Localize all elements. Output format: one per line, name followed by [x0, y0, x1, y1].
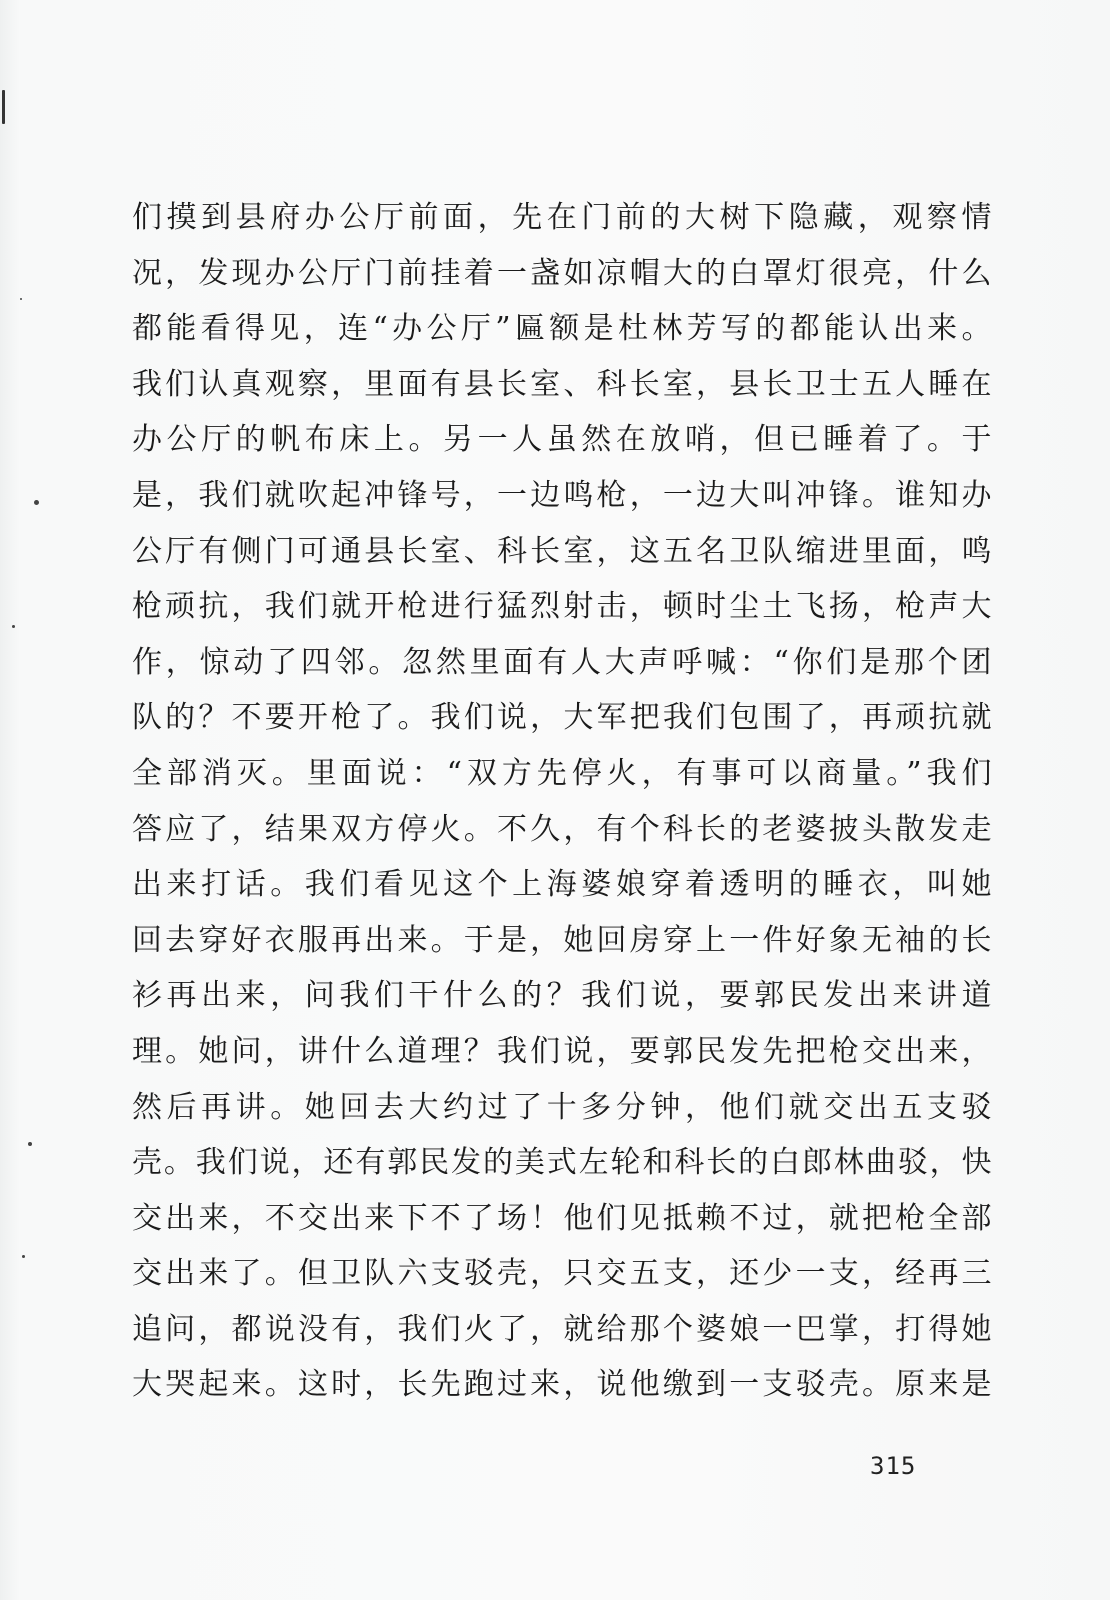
text-line: 都能看得见，连“办公厅”匾额是杜林芳写的都能认出来。 — [132, 311, 992, 347]
text-line: 我们认真观察，里面有县长室、科长室，县长卫士五人睡在 — [132, 366, 992, 402]
text-line: 交出来，不交出来下不了场！他们见抵赖不过，就把枪全部 — [132, 1200, 992, 1236]
text-line: 答应了，结果双方停火。不久，有个科长的老婆披头散发走 — [132, 811, 992, 847]
scan-speck — [22, 1255, 25, 1258]
body-text — [132, 190, 992, 1413]
text-line: 作，惊动了四邻。忽然里面有人大声呼喊：“你们是那个团 — [132, 644, 992, 680]
text-line: 衫再出来，问我们干什么的？我们说，要郭民发出来讲道 — [132, 978, 992, 1014]
text-line: 队的？不要开枪了。我们说，大军把我们包围了，再顽抗就 — [132, 700, 992, 736]
text-line: 交出来了。但卫队六支驳壳，只交五支，还少一支，经再三 — [132, 1256, 992, 1292]
page-number: 315 — [870, 1452, 917, 1480]
scan-speck — [2, 90, 5, 124]
text-line: 办公厅的帆布床上。另一人虽然在放哨，但已睡着了。于 — [132, 422, 992, 458]
text-line: 然后再讲。她回去大约过了十多分钟，他们就交出五支驳 — [132, 1089, 992, 1125]
text-line: 回去穿好衣服再出来。于是，她回房穿上一件好象无袖的长 — [132, 922, 992, 958]
text-line: 理。她问，讲什么道理？我们说，要郭民发先把枪交出来， — [132, 1033, 992, 1069]
scan-speck — [34, 500, 39, 505]
text-line: 枪顽抗，我们就开枪进行猛烈射击，顿时尘土飞扬，枪声大 — [132, 589, 992, 625]
text-line: 壳。我们说，还有郭民发的美式左轮和科长的白郎林曲驳，快 — [132, 1145, 992, 1181]
text-line: 是，我们就吹起冲锋号，一边鸣枪，一边大叫冲锋。谁知办 — [132, 477, 992, 513]
text-line: 公厅有侧门可通县长室、科长室，这五名卫队缩进里面，鸣 — [132, 533, 992, 569]
scan-speck — [20, 298, 22, 300]
text-line: 追问，都说没有，我们火了，就给那个婆娘一巴掌，打得她 — [132, 1311, 992, 1347]
text-line: 况，发现办公厅门前挂着一盏如凉帽大的白罩灯很亮，什么 — [132, 255, 992, 291]
text-line: 出来打话。我们看见这个上海婆娘穿着透明的睡衣，叫她 — [132, 867, 992, 903]
scan-speck — [12, 625, 15, 628]
scan-speck — [28, 1142, 32, 1146]
text-line: 大哭起来。这时，长先跑过来，说他缴到一支驳壳。原来是 — [132, 1367, 992, 1403]
text-line: 全部消灭。里面说：“双方先停火，有事可以商量。”我们 — [132, 755, 992, 791]
text-line: 们摸到县府办公厅前面，先在门前的大树下隐藏，观察情 — [132, 200, 992, 235]
